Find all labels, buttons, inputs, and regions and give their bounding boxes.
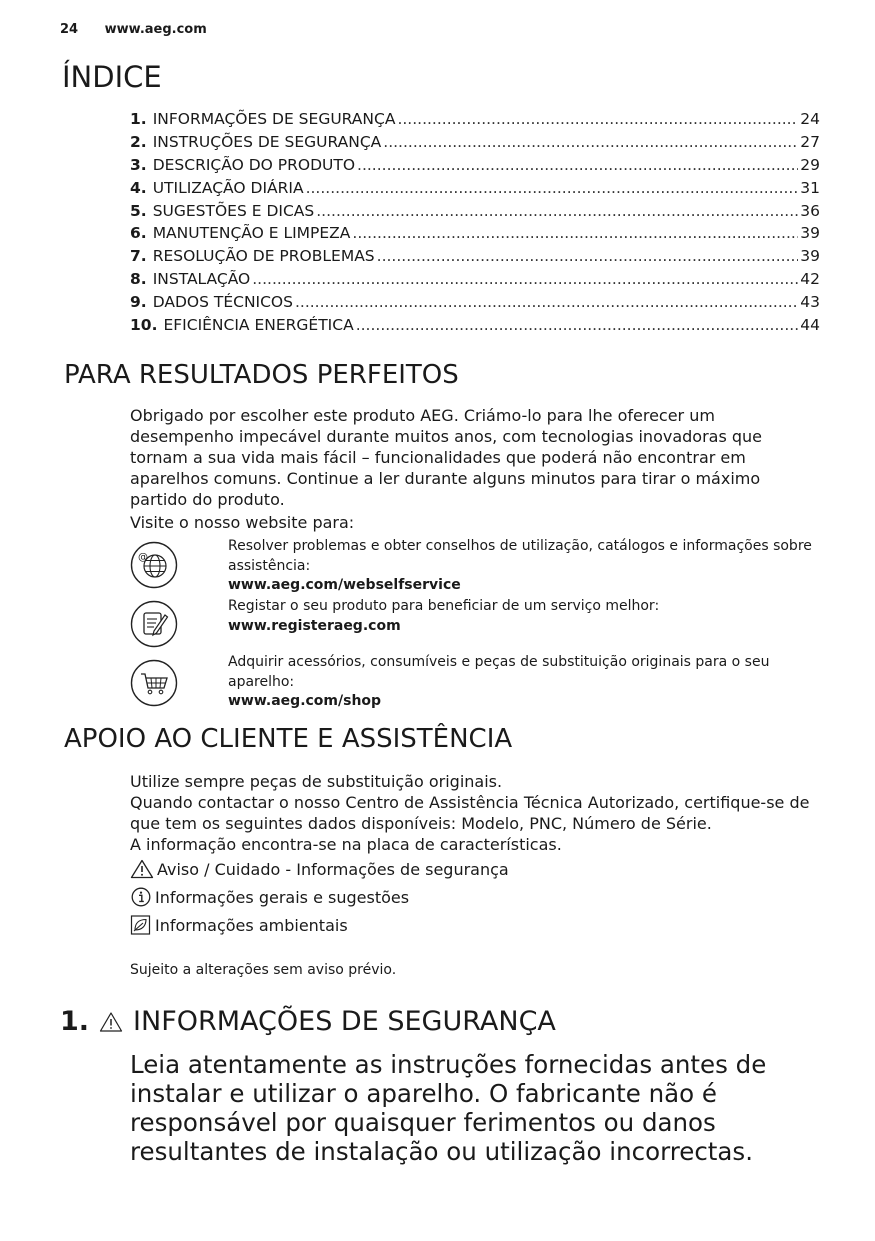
support-line: A informação encontra-se na placa de características. <box>130 835 562 854</box>
service-text: Registar o seu produto para beneficiar de um serviço melhor: <box>228 598 660 614</box>
legend-text: Informações gerais e sugestões <box>155 887 410 907</box>
info-circle-icon <box>130 887 152 907</box>
table-of-contents <box>130 110 820 339</box>
safety-section-title <box>60 1006 556 1037</box>
subject-to-change-note: Sujeito a alterações sem aviso prévio. <box>130 962 397 978</box>
toc-entry[interactable]: 3. DESCRIÇÃO DO PRODUTO ..... 29 <box>130 156 820 179</box>
toc-entry[interactable]: 9. DADOS TÉCNICOS ..... 43 <box>130 293 820 316</box>
page-header <box>60 22 207 37</box>
register-link[interactable]: www.registeraeg.com <box>228 617 401 634</box>
shop-link[interactable]: www.aeg.com/shop <box>228 693 382 709</box>
legend-item <box>130 887 409 907</box>
toc-entry[interactable]: 5. SUGESTÕES E DICAS ..... 36 <box>130 202 820 225</box>
website-link[interactable]: www.aeg.com <box>104 22 207 37</box>
warning-triangle-icon <box>130 859 154 879</box>
leaf-icon <box>130 915 152 935</box>
service-item <box>228 597 818 636</box>
toc-entry[interactable]: 2. INSTRUÇÕES DE SEGURANÇA ..... 27 <box>130 133 820 156</box>
support-line: Utilize sempre peças de substituição originais. <box>130 772 503 791</box>
svg-text:@: @ <box>138 552 148 563</box>
support-paragraph <box>130 771 810 855</box>
safety-lead-paragraph: Leia atentamente as instruções fornecidas antes de instalar e utilizar o aparelho. O fabricante não é responsável por quaisquer ferimentos ou danos resultantes de instalação ou utilização incorrectas. <box>130 1050 767 1166</box>
warning-triangle-icon <box>99 1011 123 1033</box>
toc-entry[interactable]: 1. INFORMAÇÕES DE SEGURANÇA ..... 24 <box>130 110 820 133</box>
section-number: 1. <box>60 1006 90 1037</box>
support-title: APOIO AO CLIENTE E ASSISTÊNCIA <box>64 724 513 754</box>
shopping-cart-icon <box>130 659 178 707</box>
service-text: Resolver problemas e obter conselhos de utilização, catálogos e informações sobre assistência: <box>228 538 812 574</box>
toc-entry[interactable]: 6. MANUTENÇÃO E LIMPEZA ..... 39 <box>130 224 820 247</box>
toc-entry[interactable]: 8. INSTALAÇÃO ..... 42 <box>130 270 820 293</box>
service-text: Adquirir acessórios, consumíveis e peças de substituição originais para o seu aparelho: <box>228 654 770 690</box>
page-number: 24 <box>60 22 79 37</box>
section-title-text: INFORMAÇÕES DE SEGURANÇA <box>133 1006 556 1037</box>
perfect-results-title: PARA RESULTADOS PERFEITOS <box>64 360 459 390</box>
intro-paragraph: Obrigado por escolher este produto AEG. Criámo-lo para lhe oferecer um desempenho impecável durante muitos anos, com tecnologias inovadoras que tornam a sua vida mais fácil – funcionalidades que poderá não encontrar em aparelhos comuns. Continue a ler durante alguns minutos para tirar o máximo partido do produto. <box>130 406 763 509</box>
visit-line: Visite o nosso website para: <box>130 513 355 532</box>
legend-item <box>130 915 348 935</box>
legend-text: Aviso / Cuidado - Informações de segurança <box>157 859 509 879</box>
webselfservice-link[interactable]: www.aeg.com/webselfservice <box>228 577 461 593</box>
web-globe-icon <box>130 541 178 589</box>
register-icon <box>130 600 178 648</box>
legend-item <box>130 859 509 879</box>
service-item <box>228 653 818 712</box>
support-line: Quando contactar o nosso Centro de Assistência Técnica Autorizado, certifique-se de que tem os seguintes dados disponíveis: Modelo, PNC, Número de Série. <box>130 793 810 833</box>
toc-entry[interactable]: 10. EFICIÊNCIA ENERGÉTICA ..... 44 <box>130 316 820 339</box>
toc-entry[interactable]: 7. RESOLUÇÃO DE PROBLEMAS ..... 39 <box>130 247 820 270</box>
service-item <box>228 537 818 596</box>
index-title: ÍNDICE <box>62 60 162 94</box>
legend-text: Informações ambientais <box>155 915 348 935</box>
toc-entry[interactable]: 4. UTILIZAÇÃO DIÁRIA ..... 31 <box>130 179 820 202</box>
